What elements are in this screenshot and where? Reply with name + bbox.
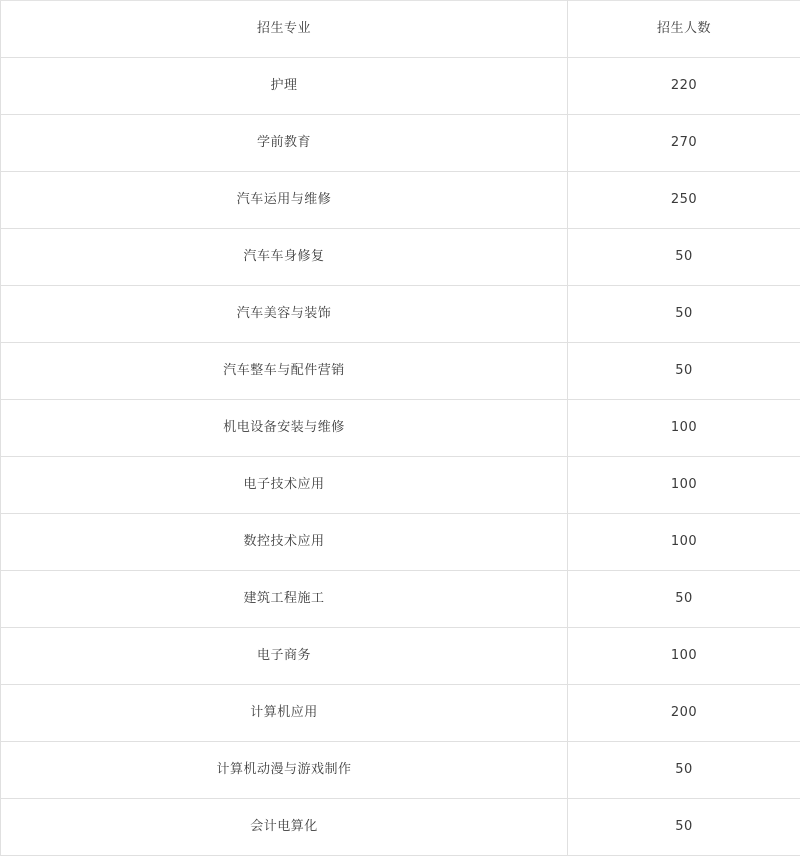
cell-count: 100 xyxy=(568,514,800,571)
table-row xyxy=(1,115,800,172)
table-row xyxy=(1,286,800,343)
cell-major: 电子商务 xyxy=(1,628,568,685)
cell-major: 汽车车身修复 xyxy=(1,229,568,286)
cell-count: 250 xyxy=(568,172,800,229)
cell-count: 100 xyxy=(568,457,800,514)
cell-major: 建筑工程施工 xyxy=(1,571,568,628)
table-row xyxy=(1,571,800,628)
cell-major: 护理 xyxy=(1,58,568,115)
cell-major: 计算机动漫与游戏制作 xyxy=(1,742,568,799)
table-row xyxy=(1,628,800,685)
table-header xyxy=(1,1,800,58)
table-row xyxy=(1,685,800,742)
cell-count: 50 xyxy=(568,799,800,856)
column-header-major: 招生专业 xyxy=(1,1,568,58)
table-header-row xyxy=(1,1,800,58)
cell-count: 50 xyxy=(568,229,800,286)
cell-major: 汽车美容与装饰 xyxy=(1,286,568,343)
cell-major: 学前教育 xyxy=(1,115,568,172)
table-row xyxy=(1,457,800,514)
cell-major: 机电设备安装与维修 xyxy=(1,400,568,457)
column-header-count: 招生人数 xyxy=(568,1,800,58)
table-row xyxy=(1,172,800,229)
cell-major: 汽车整车与配件营销 xyxy=(1,343,568,400)
cell-count: 50 xyxy=(568,286,800,343)
table-body xyxy=(1,58,800,856)
table-row xyxy=(1,343,800,400)
table-row xyxy=(1,742,800,799)
cell-major: 电子技术应用 xyxy=(1,457,568,514)
cell-count: 50 xyxy=(568,343,800,400)
table-row xyxy=(1,58,800,115)
table-row xyxy=(1,514,800,571)
cell-major: 计算机应用 xyxy=(1,685,568,742)
cell-major: 会计电算化 xyxy=(1,799,568,856)
table-row xyxy=(1,229,800,286)
table-row xyxy=(1,400,800,457)
cell-count: 220 xyxy=(568,58,800,115)
cell-count: 270 xyxy=(568,115,800,172)
cell-major: 数控技术应用 xyxy=(1,514,568,571)
cell-count: 100 xyxy=(568,628,800,685)
table-row xyxy=(1,799,800,856)
cell-count: 50 xyxy=(568,571,800,628)
cell-major: 汽车运用与维修 xyxy=(1,172,568,229)
cell-count: 50 xyxy=(568,742,800,799)
cell-count: 200 xyxy=(568,685,800,742)
cell-count: 100 xyxy=(568,400,800,457)
